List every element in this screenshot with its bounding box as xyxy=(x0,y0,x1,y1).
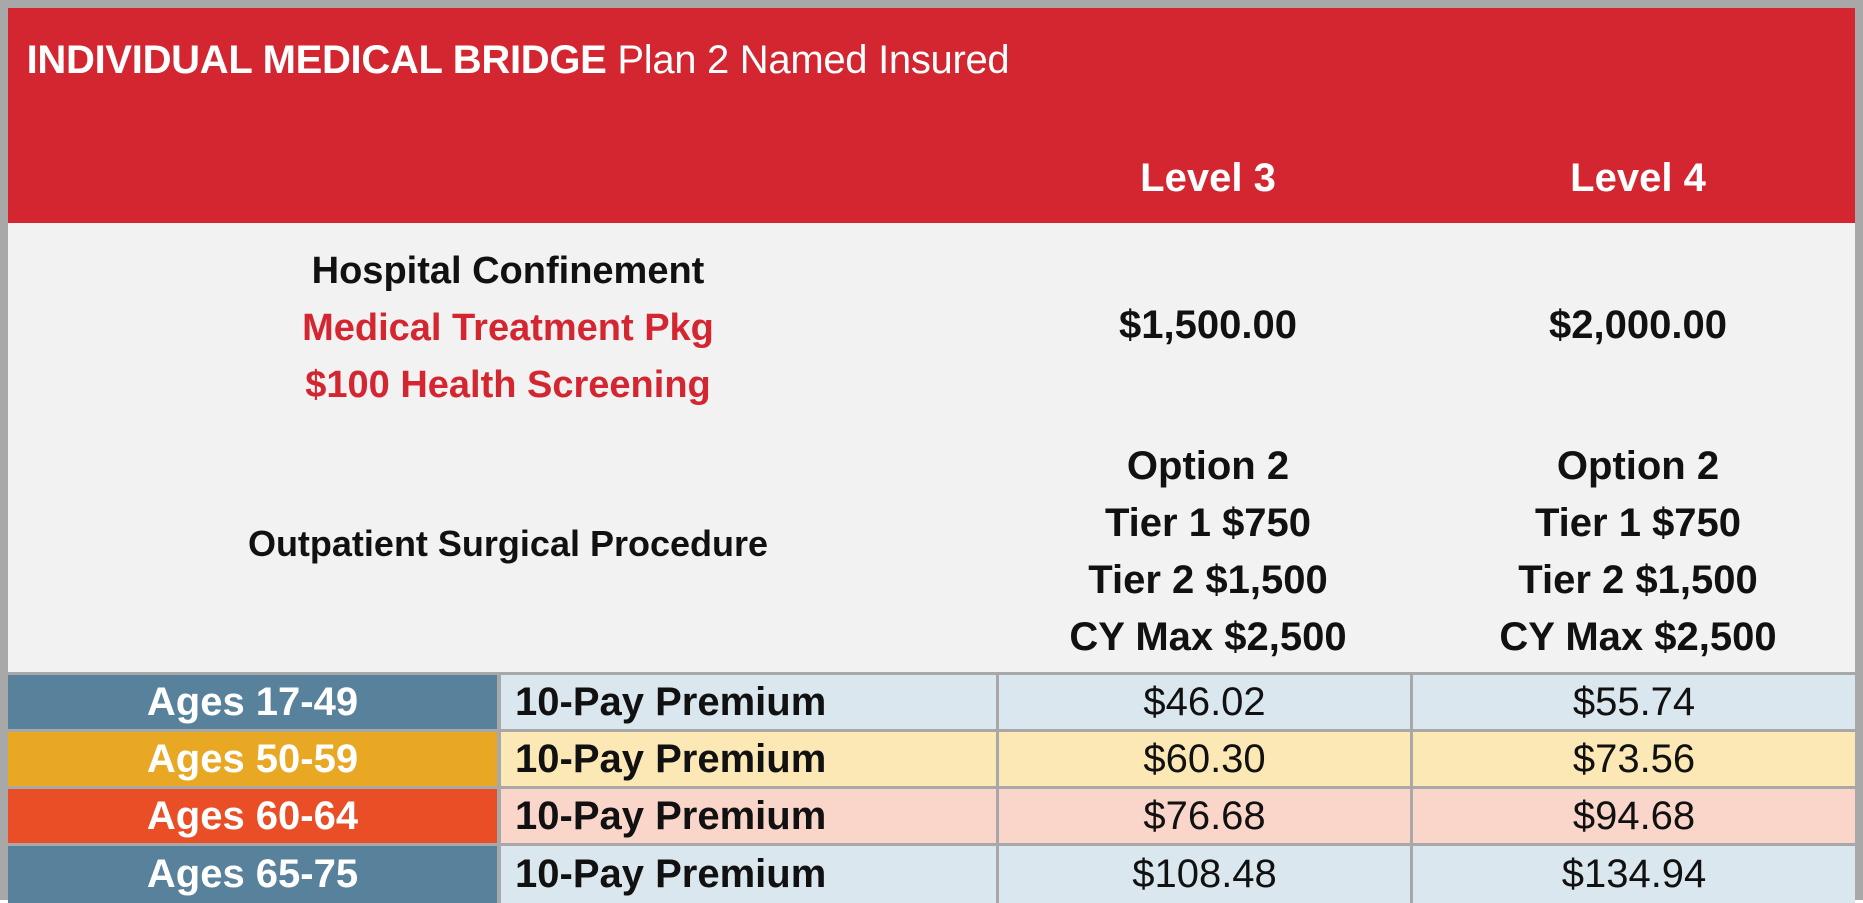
hospital-amount-level-3: $1,500.00 xyxy=(1119,303,1297,347)
premium-row xyxy=(8,843,1855,903)
outpatient-line: CY Max $2,500 xyxy=(1499,615,1777,659)
hospital-confinement-label: Hospital Confinement xyxy=(311,250,705,292)
premium-row xyxy=(8,729,1855,786)
column-header-level-4: Level 4 xyxy=(1570,156,1706,200)
table-header xyxy=(8,8,1855,223)
premium-level-3: $76.68 xyxy=(999,789,1413,843)
premium-rows xyxy=(8,672,1855,903)
age-band: Ages 65-75 xyxy=(8,846,501,903)
table-title xyxy=(8,38,1028,83)
premium-row xyxy=(8,786,1855,843)
hospital-amount-level-4: $2,000.00 xyxy=(1549,303,1727,347)
premium-label: 10-Pay Premium xyxy=(501,846,999,903)
hospital-benefit-label xyxy=(258,243,758,414)
premium-level-4: $94.68 xyxy=(1413,789,1855,843)
outpatient-line: Tier 2 $1,500 xyxy=(1518,558,1758,602)
premium-label: 10-Pay Premium xyxy=(501,675,999,729)
premium-label: 10-Pay Premium xyxy=(501,732,999,786)
title-bold: INDIVIDUAL MEDICAL BRIDGE xyxy=(26,38,607,82)
outpatient-line: Option 2 xyxy=(1556,444,1720,488)
column-header-level-3: Level 3 xyxy=(1140,156,1276,200)
premium-level-3: $108.48 xyxy=(999,846,1413,903)
outpatient-line: CY Max $2,500 xyxy=(1069,615,1347,659)
outpatient-line: Option 2 xyxy=(1126,444,1290,488)
outpatient-line: Tier 2 $1,500 xyxy=(1088,558,1328,602)
medical-treatment-label: Medical Treatment Pkg xyxy=(302,307,714,349)
age-band: Ages 50-59 xyxy=(8,732,501,786)
premium-label: 10-Pay Premium xyxy=(501,789,999,843)
outpatient-level-4 xyxy=(1438,438,1838,666)
premium-row xyxy=(8,672,1855,729)
title-rest: Plan 2 Named Insured xyxy=(617,38,1010,82)
premium-level-4: $134.94 xyxy=(1413,846,1855,903)
age-band: Ages 17-49 xyxy=(8,675,501,729)
age-band: Ages 60-64 xyxy=(8,789,501,843)
premium-level-3: $46.02 xyxy=(999,675,1413,729)
outpatient-line: Tier 1 $750 xyxy=(1534,501,1742,545)
outpatient-label: Outpatient Surgical Procedure xyxy=(247,523,769,564)
premium-level-3: $60.30 xyxy=(999,732,1413,786)
outpatient-level-3 xyxy=(1008,438,1408,666)
premium-level-4: $73.56 xyxy=(1413,732,1855,786)
premium-level-4: $55.74 xyxy=(1413,675,1855,729)
outpatient-line: Tier 1 $750 xyxy=(1104,501,1312,545)
health-screening-label: $100 Health Screening xyxy=(305,364,711,406)
